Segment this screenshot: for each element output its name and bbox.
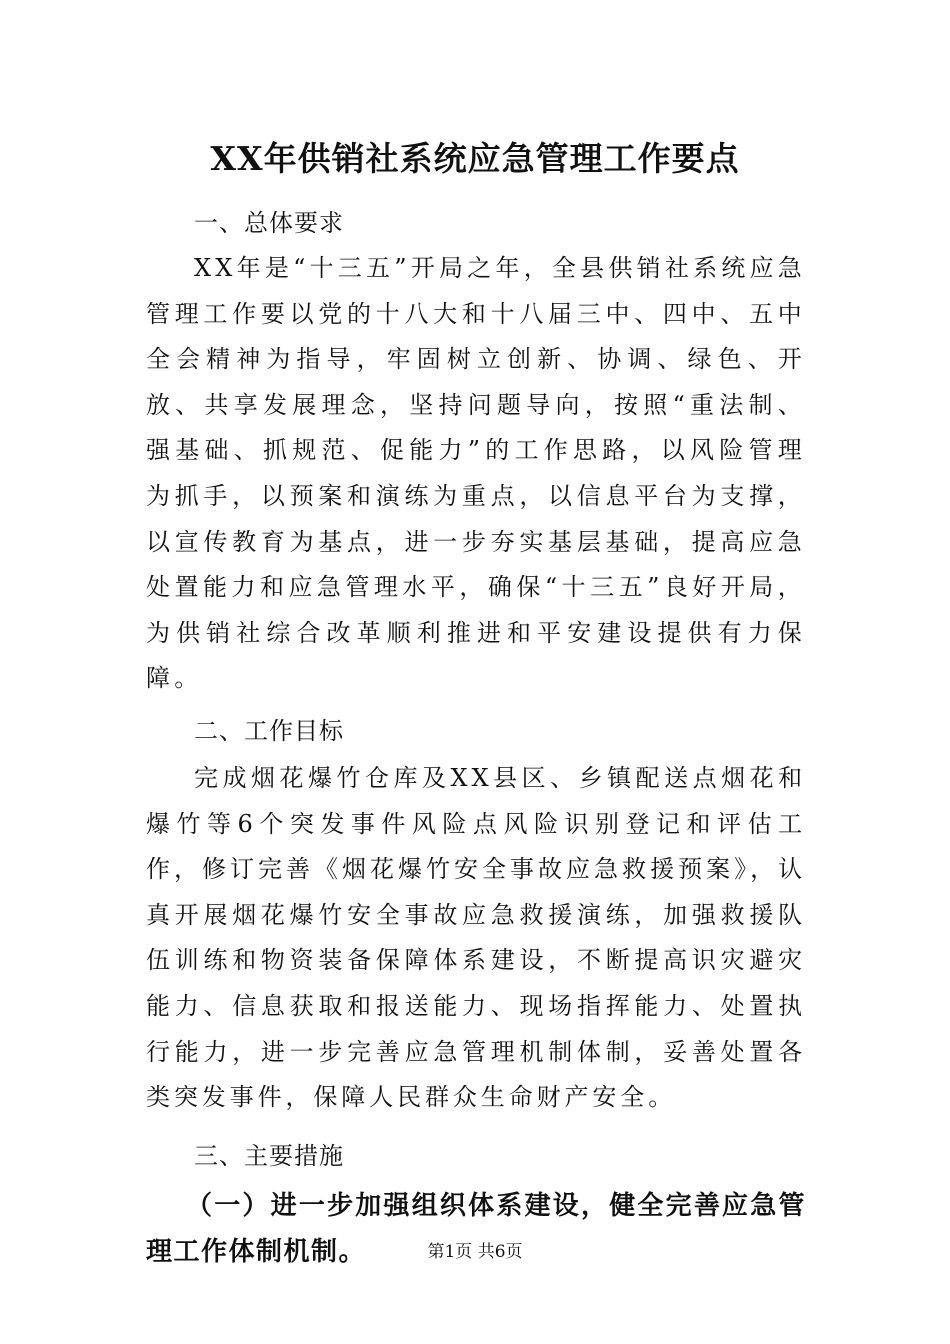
section-heading-main-measures: 三、主要措施 (194, 1141, 344, 1170)
section-heading-overall-requirements: 一、总体要求 (194, 209, 344, 237)
section-subheading-organization: （一）进一步加强组织体系建设，健全完善应急管理工作体制机制。 (146, 1190, 806, 1267)
section-paragraph-work-goals: 完成烟花爆竹仓库及XX县区、乡镇配送点烟花和爆竹等6个突发事件风险点风险识别登记和评估工作，修订完善《烟花爆竹安全事故应急救援预案》，认真开展烟花爆竹安全事故应急救援演练，加强救援队伍训练和物资装备保障体系建设，不断提高识灾避灾能力、信息获取和报送能力、现场指挥能力、处置执行能力，进一步完善应急管理机制体制，妥善处置各类突发事件，保障人民群众生命财产安全。 (146, 763, 806, 1112)
document-title: XX年供销社系统应急管理工作要点 (210, 139, 740, 178)
page-footer: 第1页 共6页 (427, 1242, 523, 1262)
section-heading-work-goals: 二、工作目标 (194, 716, 344, 745)
section-paragraph-overall-requirements: XX年是“十三五”开局之年，全县供销社系统应急管理工作要以党的十八大和十八届三中、四中、五中全会精神为指导，牢固树立创新、协调、绿色、开放、共享发展理念，坚持问题导向，按照“重法制、强基础、抓规范、促能力”的工作思路，以风险管理为抓手，以预案和演练为重点，以信息平台为支撑，以宣传教育为基点，进一步夯实基层基础，提高应急处置能力和应急管理水平，确保“十三五”良好开局，为供销社综合改革顺利推进和平安建设提供有力保障。 (146, 254, 806, 693)
document-body (146, 200, 806, 1275)
